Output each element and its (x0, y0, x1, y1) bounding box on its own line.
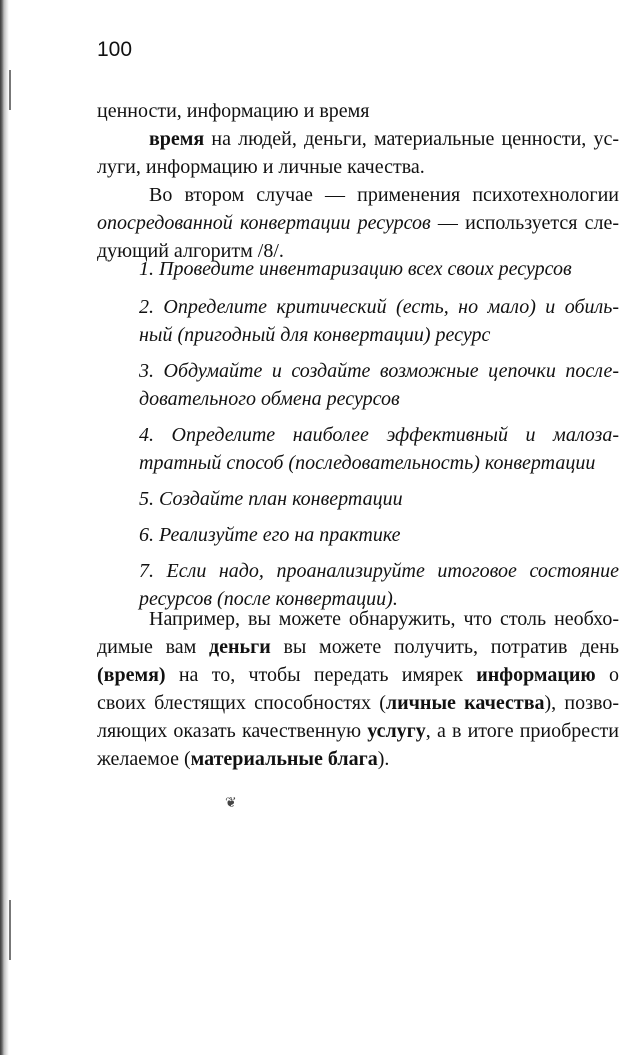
text-line: ляющих оказать качественную услугу, а в итоге приобрести (97, 720, 619, 742)
text-line: (время) на то, чтобы передать имярек информацию о (97, 664, 619, 686)
list-item: 2. Определите критический (есть, но мало) и обиль- ный (пригодный для конвертации) ресурс (139, 296, 619, 346)
bold-term: материальные блага (190, 748, 378, 770)
text-line: дующий алгоритм /8/. (97, 240, 284, 262)
text-line: желаемое (материальные блага). (97, 748, 390, 770)
binding-mark (9, 70, 11, 110)
bold-term: (время) (97, 664, 166, 686)
bold-term: деньги (209, 636, 271, 658)
text-line: опосредованной конвертации ресурсов — используется сле- (97, 212, 619, 234)
book-binding-edge (0, 0, 9, 1055)
list-item: 5. Создайте план конвертации (139, 488, 403, 510)
list-item: 7. Если надо, проанализируйте итоговое состояние ресурсов (после конвертации). (139, 560, 619, 610)
bold-term: время (149, 128, 205, 150)
page-number: 100 (97, 38, 133, 61)
bold-term: услугу (367, 720, 426, 742)
list-item: 1. Проведите инвентаризацию всех своих ресурсов (139, 258, 572, 280)
text-line: ценности, информацию и время (97, 100, 370, 122)
list-item: 4. Определите наиболее эффективный и малоза- тратный способ (последовательность) конвертации (139, 424, 619, 474)
bold-term: личные качества (385, 692, 545, 714)
text-line: димые вам деньги вы можете получить, потратив день (97, 636, 620, 658)
binding-mark (9, 900, 11, 960)
text-line: время на людей, деньги, материальные ценности, ус- (149, 128, 619, 150)
paragraph-intro (97, 97, 619, 265)
bold-term: информацию (476, 664, 596, 686)
text-line: Например, вы можете обнаружить, что столь необхо- (149, 608, 619, 630)
list-item: 3. Обдумайте и создайте возможные цепочки после- довательного обмена ресурсов (139, 360, 619, 410)
text-line: Во втором случае — применения психотехнологии (149, 184, 619, 206)
algorithm-list (139, 255, 619, 613)
text-line: своих блестящих способностях (личные качества), позво- (97, 692, 619, 714)
text-line: луги, информацию и личные качества. (97, 156, 425, 178)
ornament-icon: ❦ (225, 796, 237, 811)
list-item: 6. Реализуйте его на практике (139, 524, 401, 546)
paragraph-example (97, 605, 619, 773)
